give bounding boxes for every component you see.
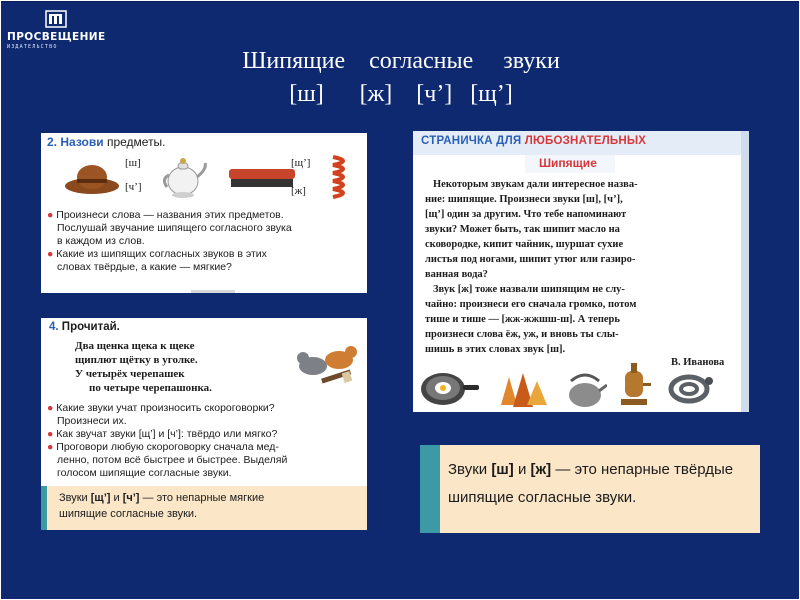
card2-header-a: СТРАНИЧКА ДЛЯ	[421, 135, 522, 147]
hat-icon	[63, 161, 121, 195]
card2-line: ние: шипящие. Произнеси звуки [ш], [ч’],	[425, 194, 623, 205]
card2-line: листья под ногами, шипит утюг или газиро-	[425, 254, 636, 265]
rule-text: — это непарные мягкие	[139, 492, 265, 504]
slide-title-sounds: [ш] [ж] [ч’] [щ’]	[289, 81, 513, 107]
card2-edge	[741, 131, 749, 412]
autumn-leaves-icon	[491, 369, 553, 411]
spring-icon	[329, 153, 357, 201]
card1-line: словах твёрдые, а какие — мягкие?	[57, 261, 232, 273]
rule-sound-zh: [ж]	[530, 461, 552, 478]
rule-sound-shch: [щ’]	[90, 492, 111, 504]
card-rule-hard	[420, 445, 760, 533]
rule-sound-sh: [ш]	[491, 461, 514, 478]
slide-top-border	[1, 1, 799, 2]
rule-hard-line1	[448, 461, 733, 478]
card1-line: Произнеси слова — названия этих предметов.	[56, 209, 284, 221]
card2-line: [щ’] один за другим. Что тебе напоминают	[425, 209, 627, 220]
label-shch: [щ’]	[291, 157, 311, 169]
card3-line: Какие звуки учат произносить скороговорки?	[56, 402, 275, 414]
card-name-objects	[41, 133, 367, 293]
rule-badge	[41, 486, 47, 530]
card2-author: В. Иванова	[671, 357, 725, 368]
rule-badge	[420, 445, 440, 533]
card3-line: Проговори любую скороговорку сначала мед-	[56, 441, 279, 453]
card-curious-page	[413, 131, 749, 412]
card1-heading-word: Назови	[60, 135, 104, 149]
card3-heading-number: 4.	[49, 321, 59, 333]
card3-line: голосом шипящие согласные звуки.	[57, 467, 232, 479]
card-read-tongue-twisters	[41, 318, 367, 530]
card1-task-2	[47, 248, 267, 260]
rule-soft-line1	[59, 492, 264, 504]
publisher-subtitle: ИЗДАТЕЛЬСТВО	[7, 44, 58, 50]
card1-line: Послушай звучание шипящего согласного звука	[57, 222, 292, 234]
card3-task-1	[47, 402, 275, 414]
card1-heading-number: 2.	[47, 135, 58, 149]
card1-line: Какие из шипящих согласных звуков в этих	[56, 248, 267, 260]
frying-pan-icon	[419, 363, 479, 409]
card3-line: Как звучат звуки [щ’] и [ч’]: твёрдо или мягко?	[56, 428, 278, 440]
slide-title: Шипящие согласные звуки	[242, 48, 560, 74]
bullet-icon: ●	[47, 441, 54, 453]
card2-line: Звук [ж] тоже назвали шипящим не слу-	[433, 284, 625, 295]
card3-heading	[49, 321, 120, 333]
poem-line: Два щенка щека к щеке	[75, 340, 195, 352]
card2-line: ванная вода?	[425, 269, 488, 280]
publisher-logo	[7, 9, 106, 51]
teapot-icon	[159, 153, 209, 199]
scan-edge	[191, 290, 235, 293]
card1-heading-rest: предметы.	[106, 135, 166, 149]
publisher-emblem-icon	[45, 9, 67, 29]
card2-line: чайно: произнеси его сначала громко, потом	[425, 299, 637, 310]
label-ch-1: [ч’]	[125, 181, 142, 193]
card3-line: Произнеси их.	[57, 415, 127, 427]
bullet-icon: ●	[47, 248, 54, 260]
card2-line: произнеси слова ёж, уж, и вновь ты слы-	[425, 329, 619, 340]
rule-text: и	[513, 461, 531, 478]
rule-hard-line2: шипящие согласные звуки.	[448, 489, 637, 506]
card2-subhead: Шипящие	[539, 156, 597, 170]
card2-header	[421, 135, 646, 147]
poem-line: щиплют щётку в уголке.	[75, 354, 198, 366]
card3-heading-word: Прочитай.	[61, 321, 120, 333]
samovar-icon	[617, 363, 651, 411]
card3-line: ленно, потом всё быстрее и быстрее. Выделяй	[57, 454, 288, 466]
card1-heading	[47, 135, 166, 149]
card2-line: сковородке, кипит чайник, шуршат сухие	[425, 239, 624, 250]
brush-icon	[227, 167, 299, 189]
poem-line: по четыре черепашонка.	[89, 382, 212, 394]
bullet-icon: ●	[47, 209, 54, 221]
rule-text: — это непарные твёрдые	[551, 461, 734, 478]
label-zh: [ж]	[291, 185, 306, 197]
card2-line: звуки? Может быть, так шипит масло на	[425, 224, 620, 235]
bullet-icon: ●	[47, 402, 54, 414]
card3-task-2	[47, 428, 277, 440]
card1-line: в каждом из слов.	[57, 235, 145, 247]
card2-line: тише и тише — [жж-жжшш-ш]. А теперь	[425, 314, 620, 325]
kettle-icon	[563, 369, 607, 409]
rule-text: Звуки	[448, 461, 492, 478]
card2-line: шишь в этих словах звук [ш].	[425, 344, 566, 355]
snake-icon	[667, 371, 717, 405]
card1-task-1	[47, 209, 284, 222]
puppies-brush-illustration	[293, 332, 365, 388]
card3-task-3	[47, 441, 279, 453]
rule-soft-line2: шипящие согласные звуки.	[59, 508, 198, 520]
card2-line: Некоторым звукам дали интересное назва-	[433, 179, 638, 190]
rule-text: и	[110, 492, 123, 504]
card2-header-b: ЛЮБОЗНАТЕЛЬНЫХ	[524, 135, 647, 147]
rule-sound-ch: [ч’]	[122, 492, 140, 504]
rule-text: Звуки	[59, 492, 91, 504]
poem-line: У четырёх черепашек	[75, 368, 185, 380]
publisher-name: ПРОСВЕЩЕНИЕ	[7, 31, 106, 43]
label-sh-1: [ш]	[125, 157, 141, 169]
bullet-icon: ●	[47, 428, 54, 440]
